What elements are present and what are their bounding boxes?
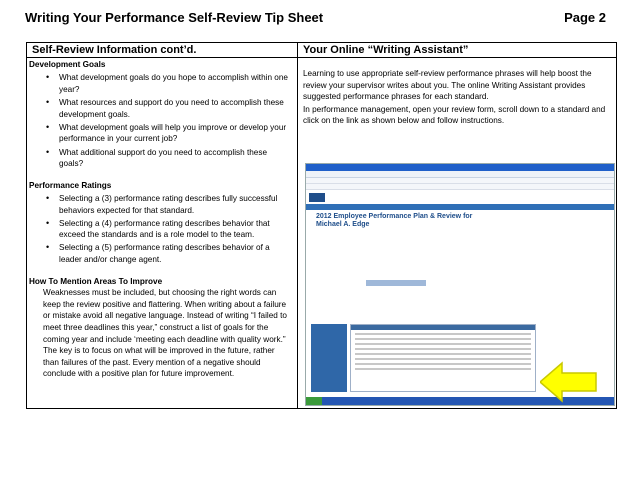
page-number: Page 2 xyxy=(564,10,606,25)
browser-title-bar xyxy=(306,164,614,171)
form-sidebar xyxy=(311,324,347,392)
list-item: • What development goals will help you improve or develop your performance in your current job? xyxy=(29,122,295,145)
right-column-body xyxy=(298,58,616,127)
highlight-arrow-icon xyxy=(540,361,598,403)
browser-address-bar xyxy=(306,171,614,178)
company-logo-icon xyxy=(309,193,325,202)
list-item: • Selecting a (5) performance rating describes behavior of a leader and/or change agent. xyxy=(29,242,295,265)
development-goals-list xyxy=(29,72,295,170)
standard-panel xyxy=(350,324,536,392)
form-tabs xyxy=(366,280,426,286)
left-column-heading: Self-Review Information cont’d. xyxy=(27,43,297,58)
document-title: Writing Your Performance Self-Review Tip Sheet xyxy=(25,10,324,25)
areas-to-improve-body: Weaknesses must be included, but choosing the right words can keep the review positive and flattering. When writing about a failure or mistake avoid all negative language. Instead of writing “I failed to meet three deadlines this year,” construct a list of goals for the coming year and include ‘meeting each deadline with quality work.” The key is to focus on what will be improved in the future, rather than failures of the past. Every mention of a negative should conclude with a positive plan for future improvement. xyxy=(43,288,287,379)
right-column xyxy=(298,43,616,408)
list-item: • Selecting a (4) performance rating describes behavior that exceed the standards and is a role model to the team. xyxy=(29,218,295,241)
plan-employee-name: Michael A. Edge xyxy=(316,221,370,228)
arrow-shape xyxy=(540,363,596,401)
list-item: • Selecting a (3) performance rating describes fully successful behaviors expected for that standard. xyxy=(29,193,295,216)
right-column-heading: Your Online “Writing Assistant” xyxy=(298,43,616,58)
left-column-body xyxy=(27,58,297,380)
list-item: • What resources and support do you need to accomplish these development goals. xyxy=(29,97,295,120)
start-button-icon xyxy=(306,397,322,405)
writing-assistant-instructions: In performance management, open your review form, scroll down to a standard and click on the link as shown below and follow instructions. xyxy=(303,104,606,126)
page-header xyxy=(25,10,620,32)
plan-title: 2012 Employee Performance Plan & Review for xyxy=(316,213,473,220)
site-header xyxy=(306,190,614,204)
performance-ratings-list xyxy=(29,193,295,266)
tip-table xyxy=(26,42,617,409)
left-column xyxy=(27,43,298,408)
performance-ratings-title: Performance Ratings xyxy=(29,180,112,190)
areas-to-improve-title: How To Mention Areas To Improve xyxy=(29,276,163,286)
list-item: • What development goals do you hope to accomplish within one year? xyxy=(29,72,295,95)
list-item: • What additional support do you need to accomplish these goals? xyxy=(29,147,295,170)
development-goals-title: Development Goals xyxy=(29,60,106,69)
writing-assistant-intro: Learning to use appropriate self-review performance phrases will help boost the review your supervisor writes about you. The online Writing Assistant provides suggested performance phrases for each standard. xyxy=(303,69,592,102)
